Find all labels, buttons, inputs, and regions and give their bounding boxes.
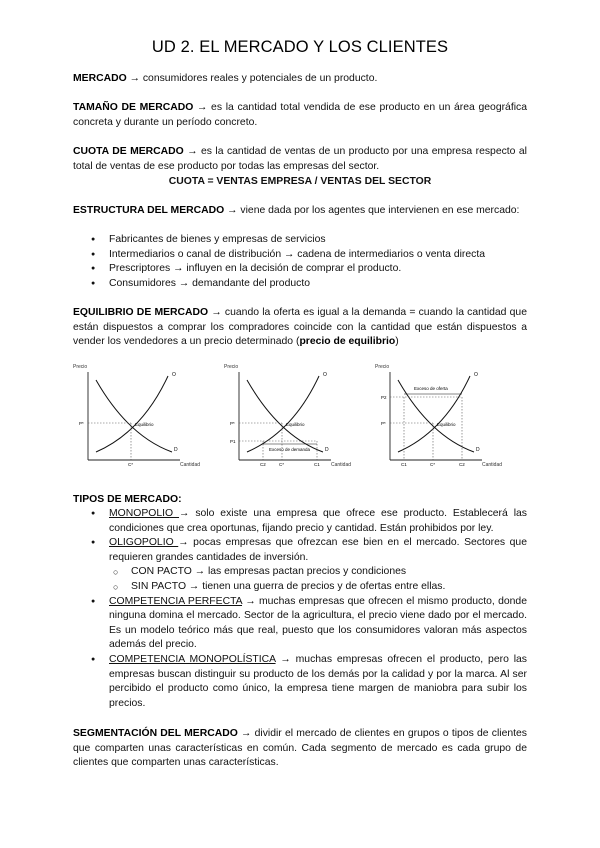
quantity-label: C1 (401, 462, 407, 467)
list-item: ● MONOPOLIO → solo existe una empresa que ofrece ese producto. Establecerá las condiciones que crea oportunas, fijando precio y cantidad. Están prohibidos por ley. (91, 507, 527, 536)
price-label: P* (381, 421, 386, 426)
supply-label: O (323, 372, 327, 378)
list-item: ○ SIN PACTO → tienen una guerra de precios y de ofertas entre ellas. (113, 580, 527, 595)
segmentacion-definition: SEGMENTACIÓN DEL MERCADO → dividir el mercado de clientes en grupos o tipos de clientes que comparten unas características en común. Cada segmento de mercado es cada grupo de clientes que comparten unas características. (73, 728, 528, 769)
estructura-definition: ESTRUCTURA DEL MERCADO → viene dada por los agentes que intervienen en ese mercado: (73, 205, 520, 216)
price-label: P* (230, 421, 235, 426)
equilibrium-label: Equilibrio (135, 422, 154, 427)
tipos-heading: TIPOS DE MERCADO: (73, 494, 182, 505)
term: EQUILIBRIO DE MERCADO (73, 307, 209, 318)
supply-label: O (474, 372, 478, 378)
excess-label: Exceso de oferta (414, 386, 448, 391)
mercado-definition: MERCADO → consumidores reales y potenciales de un producto. (73, 73, 378, 84)
price-label: P1 (230, 439, 236, 444)
equilibrium-graph (72, 362, 212, 474)
quantity-label: C* (128, 462, 134, 467)
excess-demand-graph (223, 362, 363, 474)
x-axis-label: Cantidad (331, 462, 352, 468)
quantity-label: C1 (314, 462, 320, 467)
x-axis-label: Cantidad (482, 462, 503, 468)
cuota-definition: CUOTA DE MERCADO → es la cantidad de ventas de un producto por una empresa respecto al total de ventas de ese producto por todas las empresas del sector. (73, 146, 527, 172)
demand-label: D (174, 447, 178, 453)
term: SEGMENTACIÓN DEL MERCADO (73, 728, 238, 739)
supply-label: O (172, 372, 176, 378)
demand-label: D (325, 447, 329, 453)
list-item: ● OLIGOPOLIO → pocas empresas que ofrezcan ese bien en el mercado. Sectores que requieren grandes cantidades de inversión. ○ CON PACTO → las empresas pactan precios y condiciones ○ SIN PACTO → tienen una guerra de precios y de ofertas entre ellas. (91, 536, 527, 594)
term: COMPETENCIA PERFECTA (109, 595, 243, 607)
term: TAMAÑO DE MERCADO (73, 102, 194, 113)
oligopolio-sublist (109, 565, 527, 594)
term: MONOPOLIO (109, 508, 180, 519)
equilibrium-label: Equilibrio (437, 422, 456, 427)
quantity-label: C2 (260, 462, 266, 467)
list-item: ● Fabricantes de bienes y empresas de servicios (91, 233, 531, 248)
price-label: P* (79, 421, 84, 426)
term: MERCADO (73, 73, 127, 84)
x-axis-label: Cantidad (180, 462, 201, 468)
quantity-label: C* (279, 462, 285, 467)
y-axis-label: Precio (73, 364, 88, 370)
y-axis-label: Precio (375, 364, 390, 370)
tamano-definition: TAMAÑO DE MERCADO → es la cantidad total vendida de ese producto en un área geográfica concreta y durante un período concreto. (73, 102, 528, 128)
page-title: UD 2. EL MERCADO Y LOS CLIENTES (151, 38, 449, 56)
quantity-label: C* (430, 462, 436, 467)
excess-label: Exceso de demanda (269, 447, 311, 452)
tipos-list (91, 507, 527, 711)
price-label: P2 (381, 395, 387, 400)
excess-supply-graph (374, 362, 514, 474)
list-item: ● Prescriptores → influyen en la decisión de comprar el producto. (91, 262, 531, 277)
term: ESTRUCTURA DEL MERCADO (73, 205, 225, 216)
term: OLIGOPOLIO (109, 537, 179, 549)
demand-label: D (476, 447, 480, 453)
quantity-label: C2 (459, 462, 465, 467)
term: CUOTA DE MERCADO (73, 146, 184, 157)
y-axis-label: Precio (224, 364, 239, 370)
list-item: ○ CON PACTO → las empresas pactan precios y condiciones (113, 565, 527, 580)
cuota-formula: CUOTA = VENTAS EMPRESA / VENTAS DEL SECTOR (168, 176, 432, 187)
list-item: ● COMPETENCIA PERFECTA → muchas empresas que ofrecen el mismo producto, donde ninguna domina el mercado. Sector de la agricultura, el precio viene dado por el mercado. Es un modelo teórico más que real, puesto que los consumidores valoran más aspectos además del precio. (91, 595, 527, 653)
list-item: ● Consumidores → demandante del producto (91, 277, 531, 292)
list-item: ● Intermediarios o canal de distribución → cadena de intermediarios o venta directa (91, 248, 531, 263)
equilibrium-label: Equilibrio (286, 422, 305, 427)
list-item: ● COMPETENCIA MONOPOLÍSTICA → muchas empresas ofrecen el producto, pero las empresas buscan distinguir su producto de los demás por la calidad y por la marca. Al ser percibido el producto como único, la empresa tiene margen de maniobra para subir los precios. (91, 653, 527, 711)
equilibrio-definition: EQUILIBRIO DE MERCADO → cuando la oferta es igual a la demanda = cuando la cantidad que están dispuestos a comprar los compradores coincide con la cantidad que están dispuestos a vender los vendedores a un precio determinado (precio de equilibrio) (73, 307, 527, 348)
term: COMPETENCIA MONOPOLÍSTICA (109, 653, 276, 665)
estructura-list (91, 233, 531, 291)
